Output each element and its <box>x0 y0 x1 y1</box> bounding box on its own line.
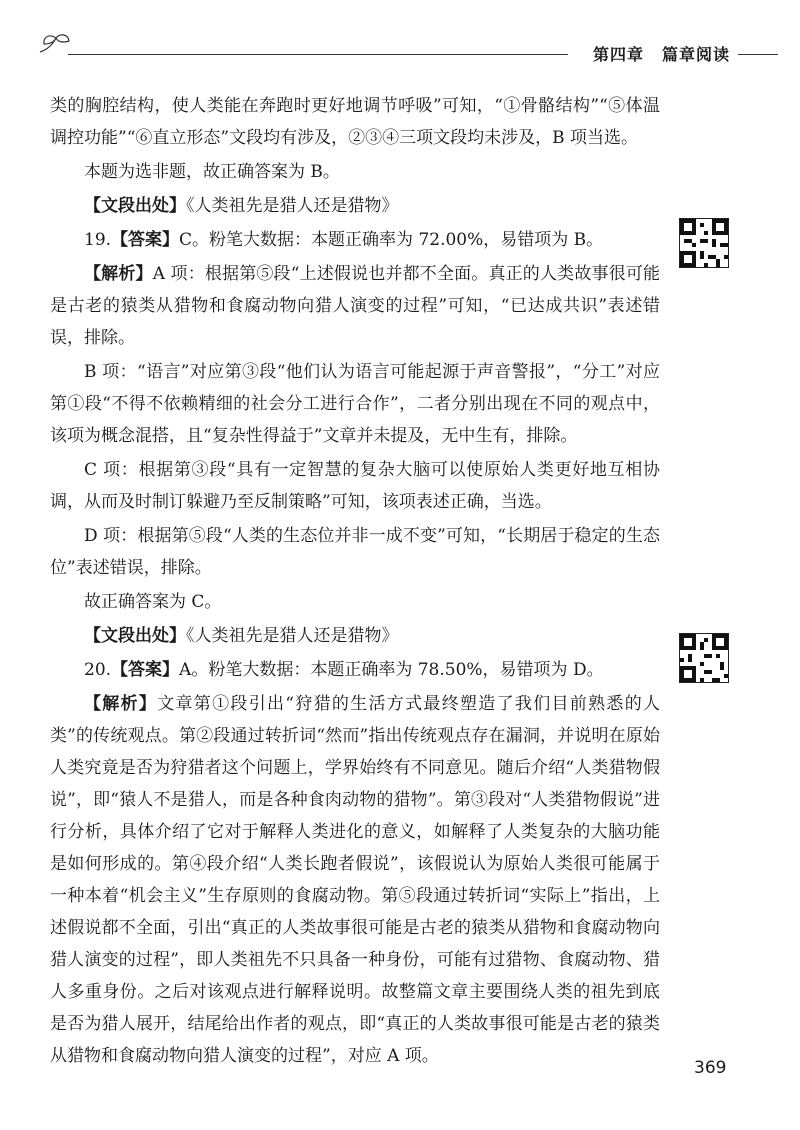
header-rule-left <box>68 54 568 55</box>
section-label: 篇章阅读 <box>661 45 730 64</box>
source-tag: 【文段出处】 <box>84 626 186 646</box>
source-title: 《人类祖先是猎人还是猎物》 <box>186 626 399 646</box>
page-number: 369 <box>694 1058 727 1078</box>
question-number: 20. <box>84 660 112 680</box>
analysis-tag: 【解析】 <box>84 264 153 284</box>
answer-line-19 <box>50 224 660 256</box>
source-line-19 <box>50 620 660 652</box>
analysis-text: A 项：根据第⑤段“上述假说也并都不全面。真正的人类故事很可能是古老的猿类从猎物和食腐动物向猎人演变的过程”可知，“已达成共识”表述错误，排除。 <box>50 264 661 348</box>
analysis-text: 文章第①段引出“狩猎的生活方式最终塑造了我们目前熟悉的人类”的传统观点。第②段通过转折词“然而”指出传统观点存在漏洞，并说明在原始人类究竟是否为狩猎者这个问题上，学界始终有不同意见。随后介绍“人类猎物假说”，即“猿人不是猎人，而是各种食肉动物的猎物”。第③段对“人类猎物假说”进行分析，具体介绍了它对于解释人类进化的意义，如解释了人类复杂的大脑功能是如何形成的。第④段介绍“人类长跑者假说”，该假说认为原始人类很可能属于一种本着“机会主义”生存原则的食腐动物。第⑤段通过转折词“实际上”指出，上述假说都不全面，引出“真正的人类故事很可能是古老的猿类从猎物和食腐动物向猎人演变的过程”，即人类祖先不只具备一种身份，可能有过猎物、食腐动物、猎人多重身份。之后对该观点进行解释说明。故整篇文章主要围绕人类的祖先到底是否为猎人展开，结尾给出作者的观点，即“真正的人类故事很可能是古老的猿类从猎物和食腐动物向猎人演变的过程”，对应 A 项。 <box>50 694 660 1066</box>
chapter-title <box>593 42 730 65</box>
answer-tag: 【答案】 <box>111 230 180 250</box>
header-rule-right <box>738 54 778 55</box>
answer-tag: 【答案】 <box>111 660 180 680</box>
option-d: D 项：根据第⑤段“人类的生态位并非一成不变”可知，“长期居于稳定的生态位”表述错误，排除。 <box>50 526 660 578</box>
option-b: B 项：“语言”对应第③段“他们认为语言可能起源于声音警报”，“分工”对应第①段“不得不依赖精细的社会分工进行合作”，二者分别出现在不同的观点中，该项为概念混搭，且“复杂性得益于”文章并未提及，无中生有，排除。 <box>50 362 660 446</box>
answer-line-20 <box>50 654 660 686</box>
leaf-icon <box>38 32 72 56</box>
analysis-19 <box>50 258 660 354</box>
page-content <box>50 90 660 1074</box>
question-number: 19. <box>84 230 112 250</box>
paragraph-2: 本题为选非题，故正确答案为 B。 <box>84 162 340 182</box>
chapter-label: 第四章 <box>592 45 644 64</box>
analysis-tag: 【解析】 <box>84 694 158 714</box>
answer-text: A。粉笔大数据：本题正确率为 78.50%，易错项为 D。 <box>179 660 604 680</box>
source-line-18 <box>50 190 660 222</box>
paragraph-1: 类的胸腔结构，使人类能在奔跑时更好地调节呼吸”可知，“①骨骼结构”“⑤体温调控功能”“⑥直立形态”文段均有涉及，②③④三项文段均未涉及，B 项当选。 <box>50 96 660 148</box>
option-c: C 项：根据第③段“具有一定智慧的复杂大脑可以使原始人类更好地互相协调，从而及时制订躲避乃至反制策略”可知，该项表述正确，当选。 <box>50 460 660 512</box>
conclusion-19: 故正确答案为 C。 <box>84 592 222 612</box>
qr-code-icon[interactable] <box>679 218 729 268</box>
source-tag: 【文段出处】 <box>84 196 186 216</box>
analysis-20 <box>50 688 660 1072</box>
answer-text: C。粉笔大数据：本题正确率为 72.00%，易错项为 B。 <box>179 230 604 250</box>
source-title: 《人类祖先是猎人还是猎物》 <box>186 196 399 216</box>
page-header <box>38 32 778 72</box>
qr-code-icon[interactable] <box>679 633 729 683</box>
